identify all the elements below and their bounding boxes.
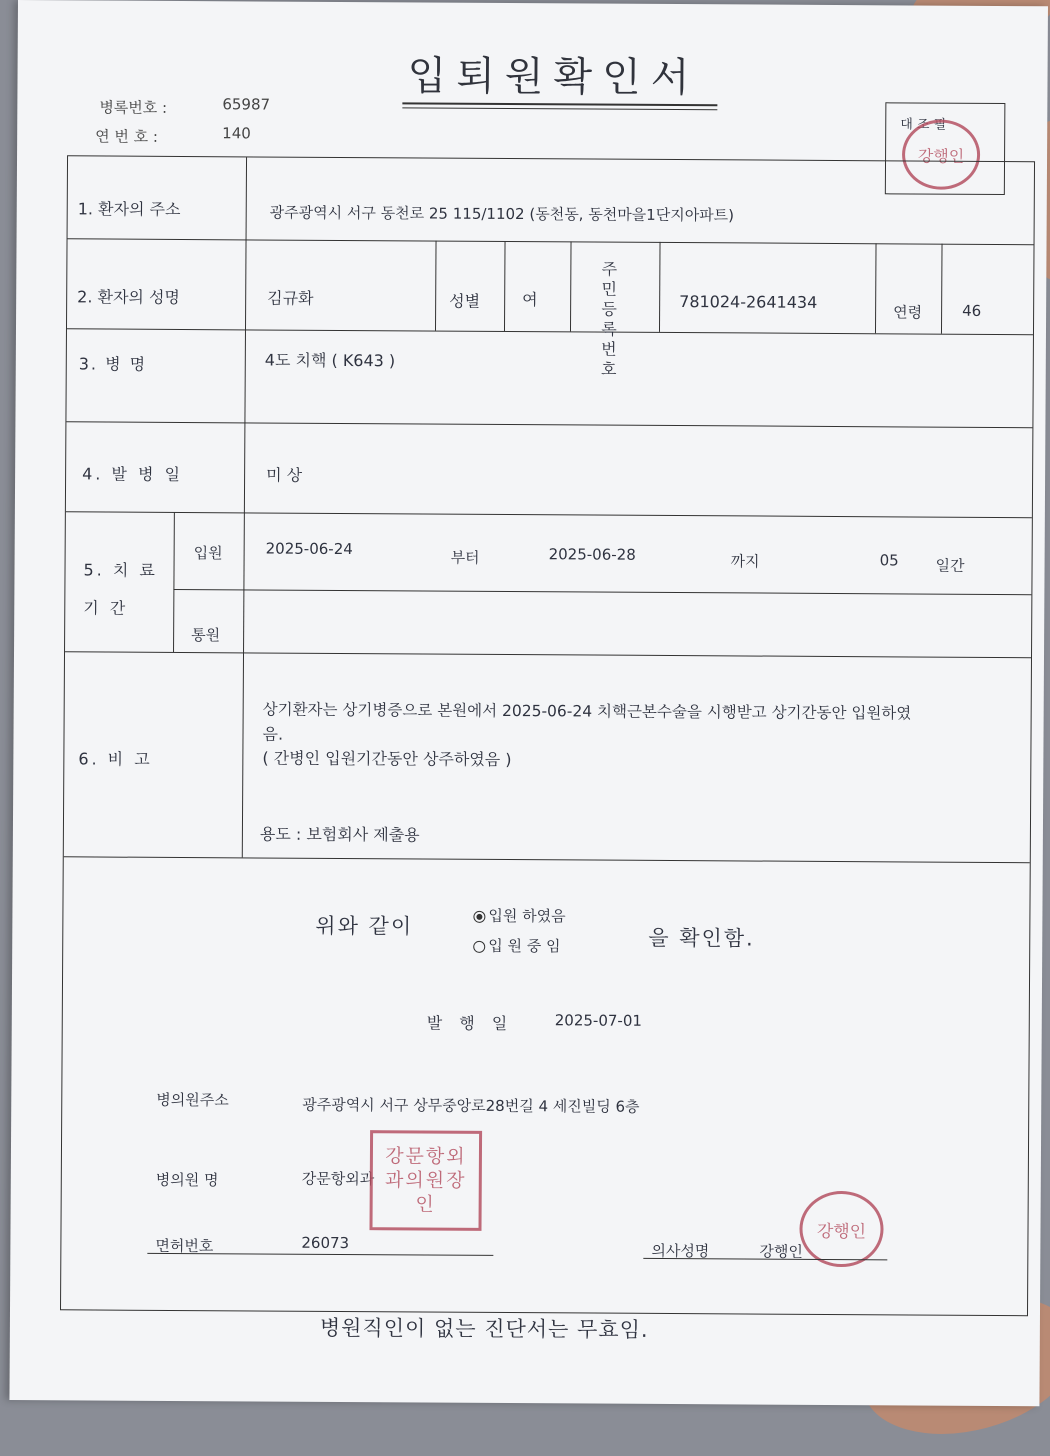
remarks-line-2: 음. xyxy=(262,724,284,744)
outpatient-label: 통원 xyxy=(191,626,221,645)
option-inpatient xyxy=(473,935,560,957)
hospital-name: 강문항외과 xyxy=(301,1169,375,1189)
inpatient-label: 입원 xyxy=(193,544,223,563)
disease-label: 3. 병 명 xyxy=(78,354,148,374)
radio-admitted-icon xyxy=(473,910,485,922)
name-label: 2. 환자의 성명 xyxy=(77,287,180,307)
onset-value: 미 상 xyxy=(266,465,303,485)
sex-label: 성별 xyxy=(449,291,481,311)
remarks-label: 6. 비 고 xyxy=(78,749,153,769)
doctor-label: 의사성명 xyxy=(651,1241,710,1261)
to-label: 까지 xyxy=(730,552,760,571)
remarks-line-1: 상기환자는 상기병증으로 본원에서 2025-06-24 치핵근본수술을 시행받고 상기간동안 입원하였 xyxy=(262,700,912,723)
document-title: 입퇴원확인서 xyxy=(407,53,700,102)
document-paper xyxy=(9,0,1048,1406)
record-no: 65987 xyxy=(222,95,271,114)
info-table xyxy=(60,155,1035,1316)
days-label: 일간 xyxy=(935,556,965,575)
period-label: 5. 치 료 기 간 xyxy=(83,560,158,618)
option-inpatient-label: 입 원 중 임 xyxy=(488,936,561,956)
age-label: 연령 xyxy=(893,303,923,322)
license-number: 26073 xyxy=(301,1233,350,1253)
option-admitted xyxy=(473,905,565,927)
hospital-seal: 강문항외과의원장인 xyxy=(369,1130,482,1231)
radio-inpatient-icon xyxy=(473,940,485,952)
from-label: 부터 xyxy=(450,548,480,567)
issue-date: 2025-07-01 xyxy=(554,1011,643,1030)
remarks-line-3: ( 간병인 입원기간동안 상주하였음 ) xyxy=(262,748,512,770)
name-value: 김규화 xyxy=(267,288,314,308)
issue-label: 발 행 일 xyxy=(426,1013,514,1034)
doctor-seal: 강행인 xyxy=(799,1191,883,1268)
sex-value: 여 xyxy=(522,290,538,310)
record-no-label: 병록번호 : xyxy=(99,98,168,117)
address-value: 광주광역시 서구 동천로 25 115/1102 (동천동, 동천마을1단지아파트) xyxy=(269,203,735,225)
age-value: 46 xyxy=(962,301,982,320)
rrn-label: 주 민 등 록 번 호 xyxy=(600,259,624,379)
disease-value: 4도 치핵 ( K643 ) xyxy=(264,350,396,371)
hospital-address: 광주광역시 서구 상무중앙로28번길 4 세진빌딩 6층 xyxy=(302,1095,640,1116)
confirm-tail: 을 확인함. xyxy=(648,925,755,951)
serial-no: 140 xyxy=(222,124,251,143)
address-label: 1. 환자의 주소 xyxy=(77,199,181,219)
hospital-address-label: 병의원주소 xyxy=(156,1090,229,1110)
footer-note: 병원직인이 없는 진단서는 무효임. xyxy=(319,1315,649,1342)
onset-label: 4. 발 병 일 xyxy=(82,464,184,485)
confirm-lead: 위와 같이 xyxy=(315,913,414,939)
title-underline-2 xyxy=(402,107,717,110)
hospital-name-label: 병의원 명 xyxy=(155,1170,219,1190)
from-date: 2025-06-24 xyxy=(265,539,353,559)
doctor-name: 강행인 xyxy=(759,1242,803,1261)
verification-seal: 강행인 xyxy=(902,119,980,189)
rrn-value: 781024-2641434 xyxy=(679,292,818,312)
license-label: 면허번호 xyxy=(155,1236,214,1256)
purpose: 용도 : 보험회사 제출용 xyxy=(259,824,420,845)
to-date: 2025-06-28 xyxy=(548,545,636,564)
serial-no-label: 연 번 호 : xyxy=(95,127,159,146)
option-admitted-label: 입원 하였음 xyxy=(488,906,566,926)
verification-label: 대 조 필 xyxy=(900,117,947,133)
days-value: 05 xyxy=(879,551,899,570)
